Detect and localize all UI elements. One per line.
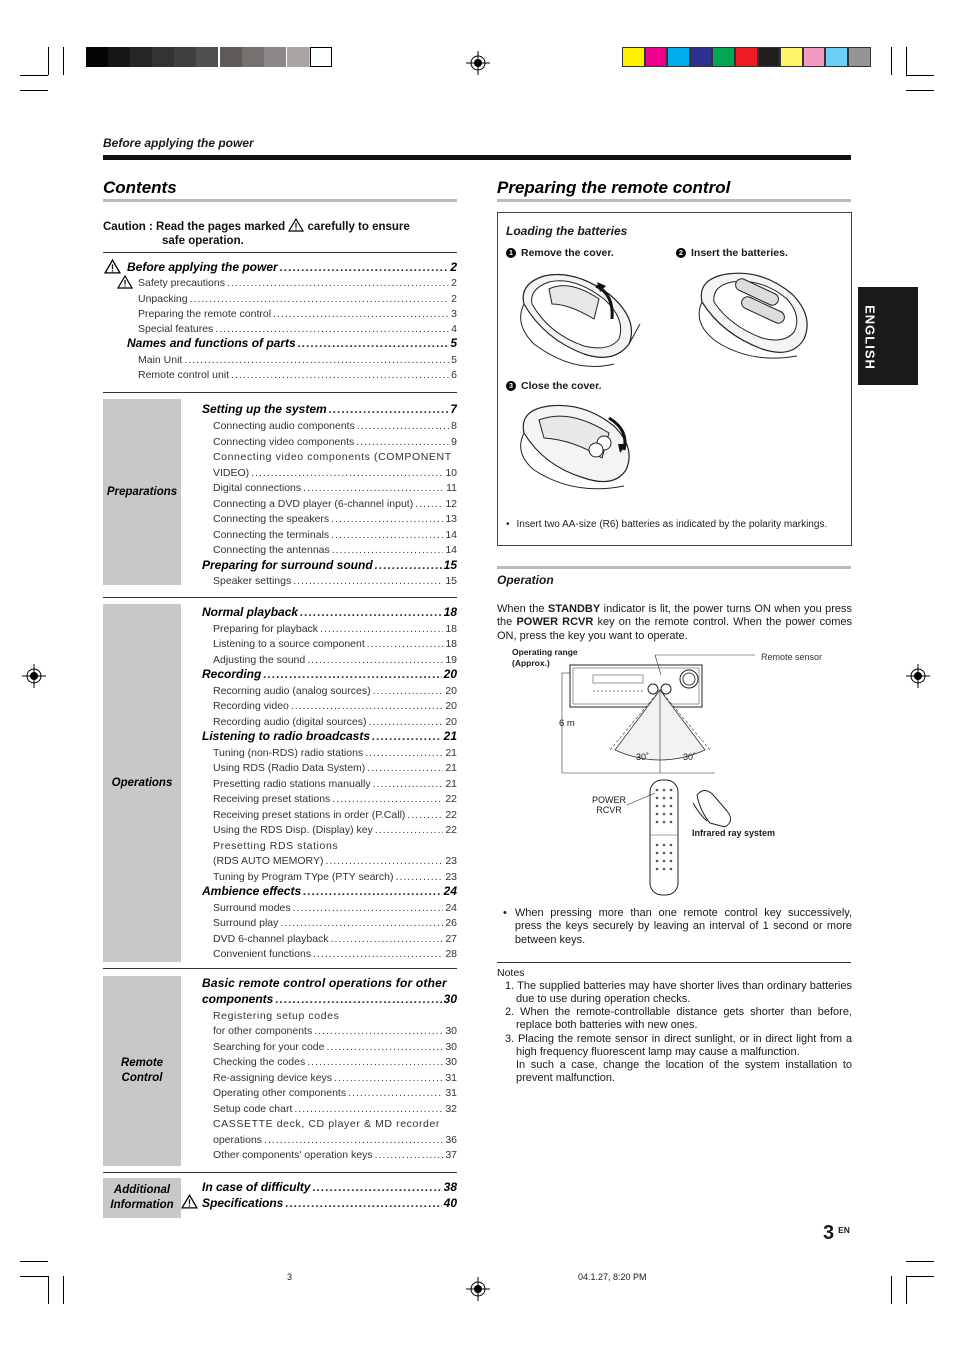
loading-batteries-box	[497, 212, 852, 546]
toc-entry: (RDS AUTO MEMORY) ..... 23	[213, 853, 457, 867]
side-label-operations: Operations	[103, 604, 181, 962]
toc-entry: Digital connections ..... 11	[213, 480, 457, 494]
toc-entry: Registering setup codes	[213, 1009, 340, 1022]
notes-rule	[497, 962, 851, 963]
color-swatch	[622, 47, 645, 67]
step-number-icon: 1	[506, 248, 516, 258]
warning-icon	[288, 218, 304, 232]
toc-heading: Listening to radio broadcasts ..... 21	[202, 728, 457, 743]
toc-entry: Connecting a DVD player (6-channel input) ..... 12	[213, 496, 457, 510]
toc-entry: Operating other components ..... 31	[213, 1085, 457, 1099]
color-swatch	[803, 47, 826, 67]
toc-heading: Specifications ..... 40	[202, 1195, 457, 1210]
step-number-icon: 3	[506, 381, 516, 391]
step-3: 3 Close the cover.	[506, 380, 602, 392]
toc-entry: Remote control unit ..... 6	[138, 367, 457, 381]
toc-entry: Safety precautions ..... 2	[138, 275, 457, 289]
color-swatch	[825, 47, 848, 67]
color-swatch	[645, 47, 668, 67]
toc-entry: Tuning by Program TYpe (PTY search) ..... 23	[213, 869, 457, 883]
toc-entry: Presetting radio stations manually ..... 21	[213, 776, 457, 790]
toc-entry: Surround play ..... 26	[213, 915, 457, 929]
header-rule	[103, 155, 851, 160]
toc-entry: Receiving preset stations ..... 22	[213, 791, 457, 805]
color-swatch	[690, 47, 713, 67]
side-label-preparations: Preparations	[103, 399, 181, 585]
loading-batteries-title: Loading the batteries	[506, 224, 628, 238]
toc-entry: Connecting the antennas ..... 14	[213, 542, 457, 556]
registration-mark-icon	[906, 664, 930, 688]
color-swatch	[667, 47, 690, 67]
toc-entry: Using RDS (Radio Data System) ..... 21	[213, 760, 457, 774]
toc-entry: Special features ..... 4	[138, 321, 457, 335]
color-swatch	[712, 47, 735, 67]
registration-mark-icon	[466, 1277, 490, 1301]
grayscale-swatch	[310, 47, 332, 67]
fig-angle-left: 30˚	[636, 752, 650, 762]
step-1: 1 Remove the cover.	[506, 247, 614, 259]
toc-heading: In case of difficulty ..... 38	[202, 1179, 457, 1194]
registration-mark-icon	[22, 664, 46, 688]
toc-entry: Connecting video components ..... 9	[213, 434, 457, 448]
toc-heading: Ambience effects ..... 24	[202, 883, 457, 898]
toc-entry: for other components ..... 30	[213, 1023, 457, 1037]
note-item: In such a case, change the location of the system installation to prevent malfunction.	[516, 1059, 852, 1085]
grayscale-swatch	[220, 47, 242, 67]
toc-entry: Speaker settings ..... 15	[213, 573, 457, 587]
divider	[103, 1172, 457, 1173]
toc-heading: Basic remote control operations for other	[202, 976, 447, 990]
registration-mark-icon	[466, 51, 490, 75]
grayscale-swatch	[108, 47, 130, 67]
toc-entry: Re-assigning device keys ..... 31	[213, 1070, 457, 1084]
operation-title-bar	[497, 566, 851, 569]
page-number: 3 EN	[823, 1222, 850, 1244]
toc-entry: Preparing for playback ..... 18	[213, 621, 457, 635]
grayscale-swatch	[287, 47, 309, 67]
toc-entry: DVD 6-channel playback ..... 27	[213, 931, 457, 945]
grayscale-swatch	[130, 47, 152, 67]
divider	[103, 968, 457, 969]
bullet-icon: •	[503, 907, 507, 919]
toc-entry: Listening to a source component ..... 18	[213, 636, 457, 650]
grayscale-swatch	[242, 47, 264, 67]
toc-entry: Adjusting the sound ..... 19	[213, 652, 457, 666]
note-item: 2. When the remote-controllable distance gets shorter than before, replace both batteries with new ones.	[505, 1006, 852, 1032]
note-item: 3. Placing the remote sensor in direct sunlight, or in direct light from a high frequency fluorescent lamp may cause a malfunction.	[505, 1033, 852, 1059]
toc-entry: Recording video ..... 20	[213, 698, 457, 712]
battery-note: • Insert two AA-size (R6) batteries as indicated by the polarity markings.	[506, 519, 828, 530]
insert-batteries-illustration	[692, 264, 817, 364]
note-item: 1. The supplied batteries may have shorter lives than ordinary batteries due to use during operation checks.	[505, 980, 852, 1006]
toc-entry: Connecting video components (COMPONENT	[213, 451, 452, 463]
toc-heading: Before applying the power ..... 2	[127, 259, 457, 274]
footer-timestamp: 04.1.27, 8:20 PM	[578, 1272, 647, 1282]
grayscale-swatch	[196, 47, 218, 67]
toc-entry: Using the RDS Disp. (Display) key ..... 22	[213, 822, 457, 836]
toc-entry: Surround modes ..... 24	[213, 900, 457, 914]
fig-distance: 6 m	[559, 718, 575, 729]
grayscale-swatch	[152, 47, 174, 67]
toc-entry: Convenient functions ..... 28	[213, 946, 457, 960]
toc-entry: Connecting the speakers ..... 13	[213, 511, 457, 525]
divider	[103, 252, 457, 253]
toc-heading: Preparing for surround sound ..... 15	[202, 557, 457, 572]
toc-heading: Normal playback ..... 18	[202, 604, 457, 619]
remote-title: Preparing the remote control	[497, 178, 731, 197]
warning-icon	[104, 259, 121, 274]
toc-entry: VIDEO) ..... 10	[213, 465, 457, 479]
toc-entry: Preparing the remote control ..... 3	[138, 306, 457, 320]
operation-text: When the STANDBY indicator is lit, the power turns ON when you press the POWER RCVR key on the remote control. When the power comes ON, press the key you want to operate.	[497, 603, 853, 642]
color-swatch	[848, 47, 871, 67]
warning-icon	[181, 1194, 198, 1209]
toc-entry: Unpacking ..... 2	[138, 291, 457, 305]
toc-heading: Setting up the system ..... 7	[202, 401, 457, 416]
toc-entry: Recording audio (digital sources) ..... 20	[213, 714, 457, 728]
close-cover-illustration	[514, 398, 644, 493]
step-number-icon: 2	[676, 248, 686, 258]
fig-power-rcvr: POWER RCVR	[592, 795, 627, 815]
grayscale-swatch	[86, 47, 108, 67]
grayscale-swatch	[174, 47, 196, 67]
caution-text: Caution : Read the pages marked carefully to ensure safe operation.	[103, 218, 457, 248]
notes-title: Notes	[497, 967, 525, 979]
toc-heading: Names and functions of parts ..... 5	[127, 335, 457, 350]
fig-operating-range: Operating range (Approx.)	[512, 647, 578, 668]
toc-entry: Other components' operation keys ..... 37	[213, 1147, 457, 1161]
toc-entry: Connecting the terminals ..... 14	[213, 527, 457, 541]
step-2: 2 Insert the batteries.	[676, 247, 788, 259]
footer-small-page: 3	[287, 1272, 293, 1282]
toc-entry: Receiving preset stations in order (P.Call) ..... 22	[213, 807, 457, 821]
language-tab-label: ENGLISH	[862, 305, 878, 370]
warning-icon	[117, 275, 133, 289]
fig-angle-right: 30˚	[683, 752, 697, 762]
remote-title-underline	[497, 199, 851, 202]
fig-infrared: Infrared ray system	[692, 828, 776, 838]
divider	[103, 392, 457, 393]
section-label: Before applying the power	[103, 136, 254, 150]
toc-entry: Recorning audio (analog sources) ..... 20	[213, 683, 457, 697]
side-label-remote-control: Remote Control	[103, 976, 181, 1166]
remove-cover-illustration	[514, 264, 644, 369]
side-label-additional-information: Additional Information	[103, 1178, 181, 1218]
contents-title-underline	[103, 199, 457, 202]
toc-entry: CASSETTE deck, CD player & MD recorder	[213, 1118, 441, 1130]
toc-entry: Main Unit ..... 5	[138, 352, 457, 366]
operating-range-diagram	[505, 645, 845, 900]
fig-remote-sensor: Remote sensor	[761, 652, 823, 662]
toc-entry: Setup code chart ..... 32	[213, 1101, 457, 1115]
toc-entry: Searching for your code ..... 30	[213, 1039, 457, 1053]
toc-entry: Connecting audio components ..... 8	[213, 418, 457, 432]
toc-heading: components ..... 30	[202, 991, 457, 1006]
color-swatch	[735, 47, 758, 67]
bullet-icon: •	[506, 519, 510, 530]
toc-heading: Recording ..... 20	[202, 666, 457, 681]
contents-title: Contents	[103, 178, 177, 197]
press-note: • When pressing more than one remote control key successively, press the keys securely by leaving an interval of 1 second or more between keys.	[503, 907, 852, 946]
operation-title: Operation	[497, 573, 554, 587]
toc-entry: operations ..... 36	[213, 1132, 457, 1146]
toc-entry: Tuning (non-RDS) radio stations ..... 21	[213, 745, 457, 759]
grayscale-swatch	[264, 47, 286, 67]
color-swatch	[780, 47, 803, 67]
toc-entry: Presetting RDS stations	[213, 839, 339, 852]
divider	[103, 597, 457, 598]
color-swatch	[758, 47, 781, 67]
toc-entry: Checking the codes ..... 30	[213, 1054, 457, 1068]
